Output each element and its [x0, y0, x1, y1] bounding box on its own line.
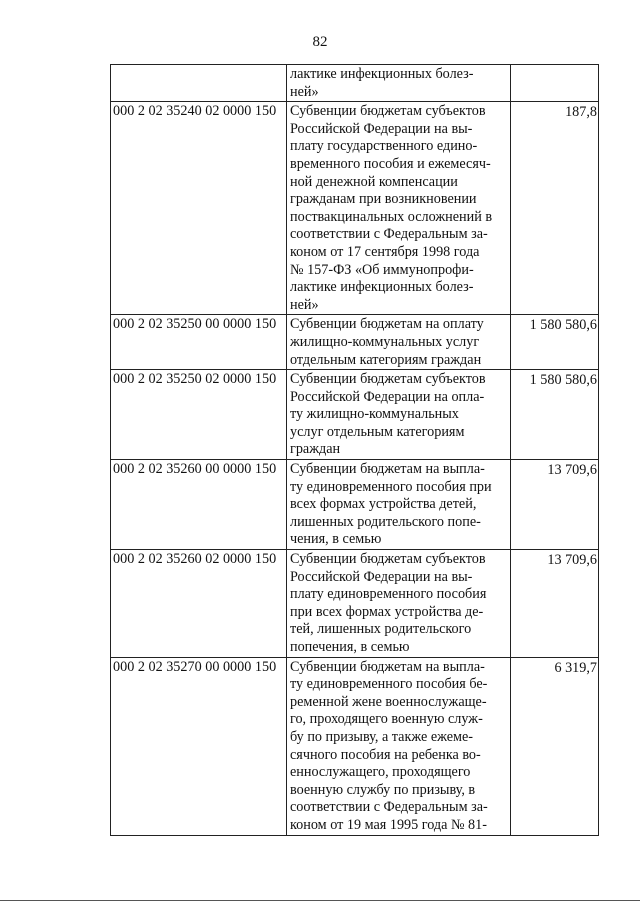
page-bottom-rule	[0, 900, 640, 901]
revenue-code-cell: 000 2 02 35270 00 0000 150	[111, 657, 287, 835]
page-number: 82	[312, 34, 328, 50]
table-row	[111, 370, 599, 460]
revenue-amount-cell: 6 319,7	[511, 657, 599, 835]
revenue-code-cell: 000 2 02 35260 00 0000 150	[111, 460, 287, 550]
revenue-amount-cell: 187,8	[511, 102, 599, 315]
revenue-name-cell: Субвенции бюджетам на оплату жилищно-коммунальных услуг отдельным категориям граждан	[287, 315, 511, 370]
table-row	[111, 460, 599, 550]
table-row-continuation	[111, 65, 599, 102]
revenue-name-cell: Субвенции бюджетам субъектов Российской Федерации на вы- плату единовременного пособия при всех формах устройства де- тей, лишенных родительского попечения, в семью	[287, 550, 511, 658]
revenue-name-cell: Субвенции бюджетам субъектов Российской Федерации на вы- плату государственного едино- временного пособия и ежемесяч- ной денежной компенсации гражданам при возникновении поствакцинальных осложнений в соответствии с Федеральным за- коном от 17 сентября 1998 года № 157-ФЗ «Об иммунопрофи- лактике инфекционных болез- ней»	[287, 102, 511, 315]
revenue-code-cell: 000 2 02 35240 02 0000 150	[111, 102, 287, 315]
revenue-amount-cell: 1 580 580,6	[511, 370, 599, 460]
revenue-name-cell: лактике инфекционных болез- ней»	[287, 65, 511, 102]
table-row	[111, 315, 599, 370]
revenue-code-cell: 000 2 02 35250 00 0000 150	[111, 315, 287, 370]
revenue-name-cell: Субвенции бюджетам на выпла- ту единовременного пособия бе- ременной жене военнослужаще- го, проходящего военную служ- бу по призыву, а также ежеме- сячного пособия на ребенка во- еннослужащего, проходящего военную службу по призыву, в соответствии с Федеральным за- коном от 19 мая 1995 года № 81-	[287, 657, 511, 835]
revenue-amount-cell: 13 709,6	[511, 550, 599, 658]
revenue-name-cell: Субвенции бюджетам на выпла- ту единовременного пособия при всех формах устройства детей, лишенных родительского попе- чения, в семью	[287, 460, 511, 550]
revenue-amount-cell	[511, 65, 599, 102]
table-row	[111, 657, 599, 835]
revenue-name-cell: Субвенции бюджетам субъектов Российской Федерации на опла- ту жилищно-коммунальных услуг отдельным категориям граждан	[287, 370, 511, 460]
table-row	[111, 550, 599, 658]
table-row	[111, 102, 599, 315]
revenue-amount-cell: 1 580 580,6	[511, 315, 599, 370]
revenue-code-cell: 000 2 02 35260 02 0000 150	[111, 550, 287, 658]
budget-revenue-table	[110, 64, 599, 836]
revenue-code-cell: 000 2 02 35250 02 0000 150	[111, 370, 287, 460]
revenue-amount-cell: 13 709,6	[511, 460, 599, 550]
revenue-code-cell	[111, 65, 287, 102]
